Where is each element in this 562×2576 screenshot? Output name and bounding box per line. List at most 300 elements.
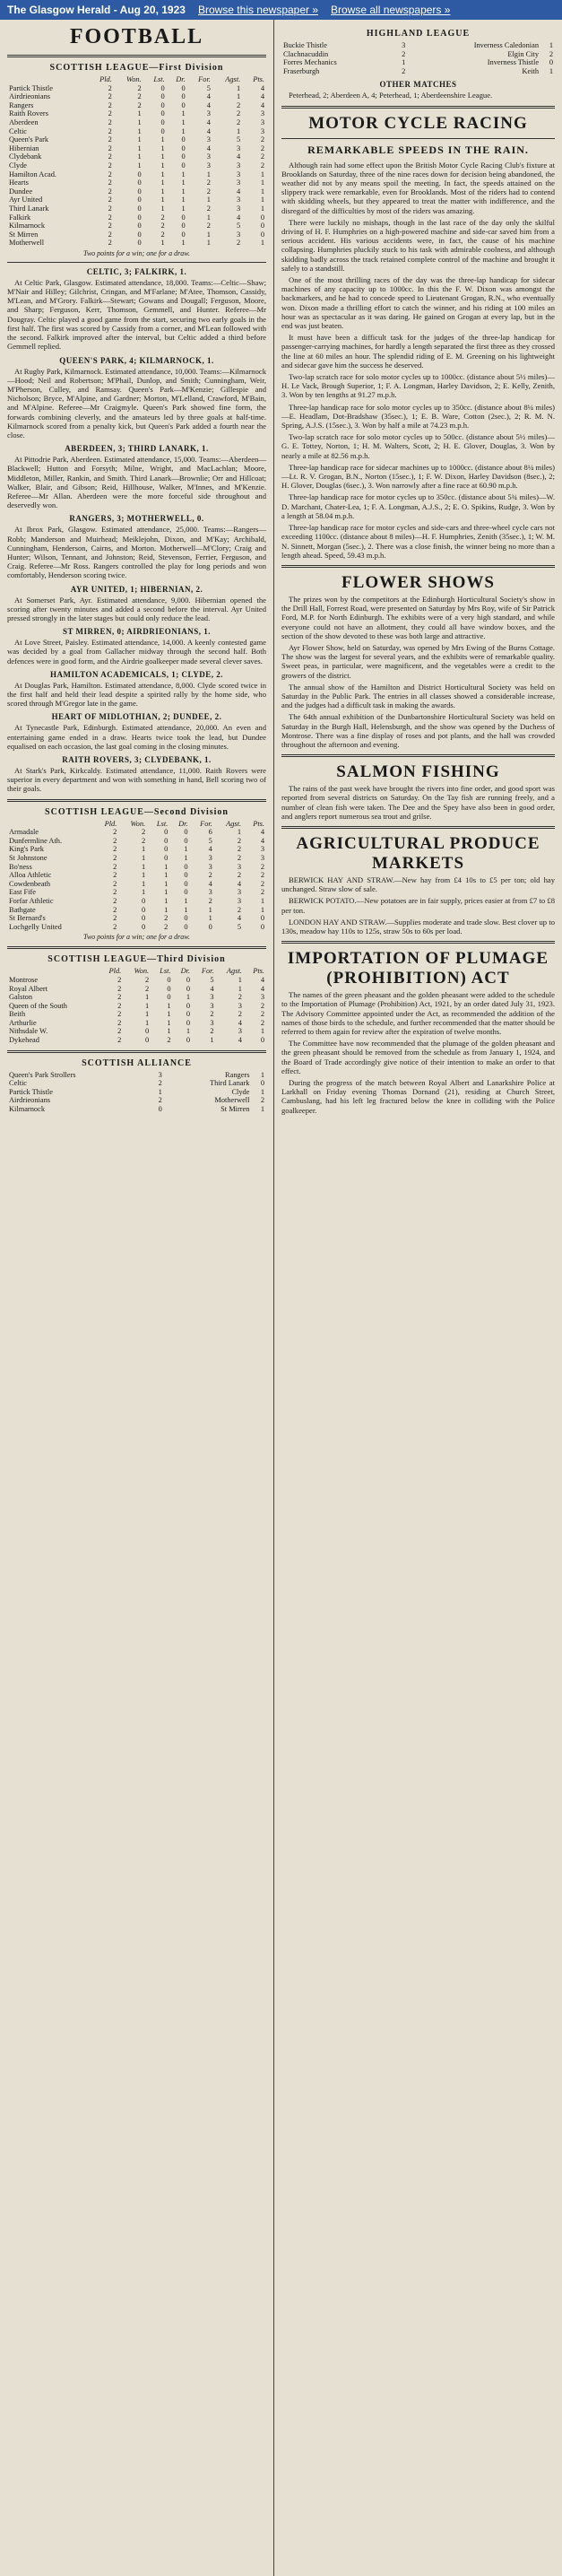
- table-cell: 5: [237, 135, 241, 144]
- table-cell: 0: [184, 862, 188, 871]
- divider: [7, 799, 266, 802]
- table-cell: 0: [184, 828, 188, 837]
- table-cell: 1: [260, 196, 264, 205]
- table-cell: 2: [113, 888, 117, 897]
- table-cell: 2: [108, 109, 112, 118]
- table-row: [7, 1096, 266, 1105]
- table-cell: 1: [184, 896, 188, 905]
- table-cell: St Mirren: [220, 1105, 250, 1114]
- table-cell: 1: [184, 853, 188, 862]
- table-cell: 4: [260, 828, 264, 837]
- table-cell: 2: [260, 161, 264, 170]
- table-cell: 0: [137, 178, 142, 187]
- table-cell: 3: [237, 161, 241, 170]
- table-row: [7, 1002, 266, 1011]
- table-row: [7, 144, 266, 153]
- table-cell: Airdrieonians: [9, 92, 51, 101]
- table-row: [7, 854, 266, 863]
- table-cell: 1: [160, 196, 165, 205]
- table-cell: 2: [160, 213, 165, 222]
- football-headline: FOOTBALL: [69, 25, 204, 48]
- browse-all-link[interactable]: Browse all newspapers »: [331, 4, 451, 16]
- table-cell: 5: [237, 222, 241, 231]
- table-cell: 2: [113, 871, 117, 880]
- table-cell: 4: [208, 845, 212, 854]
- match-report: At Somerset Park, Ayr. Estimated attendance, 9,000. Hibernian opened the scoring after twenty minutes and added a second before the interval. Ayr United pressed strongly in the later stages but could only reduce the lead.: [7, 595, 266, 622]
- table-cell: 1: [181, 187, 186, 196]
- table-cell: 3: [260, 126, 264, 135]
- table-row: [7, 213, 266, 222]
- table-cell: 1: [137, 161, 142, 170]
- table-cell: St Mirren: [9, 230, 39, 239]
- flower-paragraph: Ayr Flower Show, held on Saturday, was opened by Mrs Ewing of the Burns Cottage. The show was the largest for several years, and the exhibits were of remarkable quality. Sweet peas, in particular, were magnificent, and the vegetables were a credit to the growers of the district.: [281, 642, 555, 680]
- table-cell: 4: [206, 92, 211, 101]
- table-cell: Nithsdale W.: [9, 1027, 48, 1036]
- table-cell: 3: [237, 196, 241, 205]
- table-cell: 0: [167, 993, 171, 1002]
- table-cell: Rangers: [225, 1070, 250, 1079]
- table-cell: 1: [141, 845, 146, 854]
- table-row: [281, 50, 555, 59]
- table-cell: 4: [237, 879, 242, 888]
- table-cell: 2: [117, 1001, 122, 1010]
- table-cell: 2: [113, 828, 117, 837]
- table-cell: Bo'ness: [9, 862, 32, 871]
- table-cell: 1: [160, 187, 165, 196]
- table-header-cell: [7, 820, 94, 829]
- table-cell: 0: [158, 1105, 162, 1114]
- table-cell: Clydebank: [9, 152, 42, 161]
- league3-table: [7, 967, 266, 1044]
- table-cell: 0: [260, 914, 264, 923]
- table-cell: 1: [164, 896, 169, 905]
- table-cell: 1: [260, 204, 264, 213]
- motor-paragraph: Although rain had some effect upon the British Motor Cycle Racing Club's fixture at Brooklands on Saturday, three of the nine races down for decision being abandoned, the weather did not by any means spoil the meeting. In fact, the speeds attained on the slippery track were remarkable, even for Brooklands. Most of the riders had to contend with skidding wheels, but they appeared to treat the matter with indifference, and the disregard of the difficulties by most of the riders was amazing.: [281, 160, 555, 215]
- table-header-cell: For.: [201, 967, 214, 976]
- table-cell: 3: [210, 1001, 214, 1010]
- match-report: At Love Street, Paisley. Estimated attendance, 14,000. A keenly contested game was decided by a goal from Gallacher midway through the second half. Both defences were in good form, and the Airdrie goalkeeper made several clever saves.: [7, 638, 266, 666]
- table-cell: Arthurlie: [9, 1018, 37, 1027]
- table-cell: 4: [237, 914, 242, 923]
- table-cell: 0: [137, 187, 142, 196]
- table-cell: 2: [108, 92, 112, 101]
- table-cell: 1: [160, 204, 165, 213]
- table-cell: 1: [144, 993, 150, 1002]
- motor-paragraph: Two-lap scratch race for solo motor cycles up to 1000cc. (distance about 5½ miles)—H. Le Vack, Brough Superior, 1; F. A. Longman, Harley Davidson, 2; E. Kelly, Zenith, 3. Won by ten lengths at 91.27 m.p.h.: [281, 372, 555, 400]
- table-cell: 3: [237, 178, 241, 187]
- table-cell: 0: [181, 213, 186, 222]
- table-cell: 0: [160, 117, 165, 126]
- match-title: HEART OF MIDLOTHIAN, 2; DUNDEE, 2.: [51, 712, 222, 722]
- table-cell: 2: [113, 879, 117, 888]
- table-cell: 3: [210, 1018, 214, 1027]
- table-cell: 2: [108, 230, 112, 239]
- table-cell: Alloa Athletic: [9, 871, 52, 880]
- table-cell: 1: [260, 896, 264, 905]
- table-cell: 2: [260, 888, 264, 897]
- table-cell: Airdrieonians: [9, 1096, 51, 1105]
- other-matches-text: Peterhead, 2; Aberdeen A, 4; Peterhead, 1; Aberdeenshire League.: [289, 91, 493, 100]
- table-cell: 1: [137, 152, 142, 161]
- table-cell: Celtic: [9, 1079, 28, 1088]
- table-row: [7, 239, 266, 248]
- table-cell: 1: [181, 239, 186, 248]
- highland-heading: HIGHLAND LEAGUE: [366, 29, 471, 39]
- motor-paragraph: Three-lap handicap race for motor cycles up to 350cc. (distance about 5¾ miles)—W. D. Marchant, Chater-Lea, 1; F. A. Longman, A.J.S., 2; E. O. Spikins, Rudge, 3. Won by a length at 58.04 m.p.h.: [281, 492, 555, 520]
- table-cell: 1: [144, 1018, 150, 1027]
- table-cell: 1: [237, 828, 242, 837]
- table-cell: 0: [141, 905, 146, 914]
- table-cell: 2: [108, 196, 112, 205]
- table-cell: 3: [208, 862, 212, 871]
- table-cell: 0: [164, 828, 169, 837]
- table-cell: 1: [167, 1001, 171, 1010]
- table-cell: 0: [181, 222, 186, 231]
- table-cell: Hearts: [9, 178, 29, 187]
- table-cell: 1: [160, 144, 165, 152]
- table-cell: 2: [238, 993, 242, 1002]
- table-cell: 1: [237, 126, 241, 135]
- table-cell: 3: [238, 1001, 242, 1010]
- plumage-article: [281, 990, 555, 1115]
- motor-paragraph: Three-lap handicap race for solo motor cycles up to 350cc. (distance about 8¼ miles)—E. Headlam, Dot-Bradshaw (35sec.), 1; E. B. Ware, Cotton (2sec.), 2; R. M. N. Spring, A.J.S. (15sec.), 3. Won by half a mile at 74.23 m.p.h.: [281, 402, 555, 431]
- flower-paragraph: The annual show of the Hamilton and District Horticultural Society was held on Saturday in the Public Park. The entries in all classes showed a considerable increase, and the judges had a difficult task in making the awards.: [281, 682, 555, 710]
- table-cell: Keith: [522, 66, 540, 75]
- table-header-cell: Pld.: [104, 819, 117, 828]
- table-cell: 1: [160, 239, 165, 248]
- table-header-cell: Agst.: [225, 75, 241, 83]
- table-header-cell: Pts.: [253, 75, 264, 83]
- table-cell: 1: [206, 170, 211, 178]
- table-cell: 2: [117, 1018, 122, 1027]
- table-cell: 0: [181, 161, 186, 170]
- table-cell: 3: [260, 993, 264, 1002]
- table-cell: 0: [184, 879, 188, 888]
- table-row: [281, 67, 555, 76]
- table-cell: 2: [237, 239, 241, 248]
- match-title: ST MIRREN, 0; AIRDRIEONIANS, 1.: [62, 627, 212, 637]
- table-cell: 1: [238, 975, 242, 984]
- table-cell: 1: [141, 853, 146, 862]
- table-cell: 1: [210, 1036, 214, 1045]
- agri-article: [281, 875, 555, 936]
- table-cell: 2: [108, 204, 112, 213]
- table-cell: 1: [181, 204, 186, 213]
- table-cell: 1: [549, 66, 553, 75]
- table-row: [7, 109, 266, 118]
- table-cell: 0: [137, 213, 142, 222]
- table-row: [7, 828, 266, 837]
- match-report: At Douglas Park, Hamilton. Estimated attendance, 8,000. Clyde scored twice in the first half and held their lead despite a spirited rally by the home side, who scored through M'Gregor late in the game.: [7, 680, 266, 709]
- table-cell: Cowdenbeath: [9, 879, 51, 888]
- table-cell: 1: [208, 914, 212, 923]
- table-cell: 1: [167, 1027, 171, 1036]
- table-cell: 4: [238, 1018, 242, 1027]
- table-row: [281, 41, 555, 50]
- salmon-text: The rains of the past week have brought the rivers into fine order, and good sport was reported from several districts on Saturday. On the Tay fish are running freely, and a number of clean fish were taken. The Dee and the Spey have also been in good order, and anglers report numerous sea trout and grilse.: [281, 784, 555, 821]
- table-cell: 5: [208, 836, 212, 845]
- browse-issue-link[interactable]: Browse this newspaper »: [197, 4, 319, 16]
- match-report: At Tynecastle Park, Edinburgh. Estimated attendance, 20,000. An even and entertaining game ended in a draw. Hearts twice took the lead, but Dundee equalised on each occasion, the last goal coming in the closing minutes.: [7, 723, 266, 751]
- table-cell: 0: [160, 83, 165, 92]
- table-cell: 2: [260, 1096, 264, 1105]
- table-cell: 0: [137, 204, 142, 213]
- table-cell: 0: [164, 845, 169, 854]
- table-cell: 4: [260, 92, 264, 101]
- motor-subheadline: REMARKABLE SPEEDS IN THE RAIN.: [307, 143, 529, 156]
- table-cell: 2: [260, 862, 264, 871]
- table-row: [7, 1079, 266, 1088]
- table-row: [7, 231, 266, 239]
- table-cell: 1: [137, 109, 142, 118]
- table-cell: 2: [208, 896, 212, 905]
- table-cell: 4: [260, 83, 264, 92]
- flower-paragraph: The prizes won by the competitors at the Edinburgh Horticultural Society's show in the Drill Hall, Forrest Road, were presented on Saturday by Mrs Roy, wife of Sir Patrick Ford, M.P. for North Edinburgh. The exhibits were of a very high standard, and while everyone could not have an allotment, they could all have window boxes, and the section of the show devoted to these was both large and attractive.: [281, 594, 555, 640]
- table-cell: 2: [117, 1027, 122, 1036]
- motor-article: [281, 161, 555, 560]
- table-cell: 1: [181, 196, 186, 205]
- table-cell: 2: [210, 1010, 214, 1019]
- table-row: [7, 923, 266, 932]
- table-cell: 2: [210, 1027, 214, 1036]
- table-cell: Celtic: [9, 126, 28, 135]
- motor-paragraph: Two-lap scratch race for solo motor cycles up to 500cc. (distance about 5½ miles)—G. E. Tottey, Norton, 1; H. M. Walters, Scott, 2; H. E. Glover, Douglas, 3. Won by nearly a mile at 82.56 m.p.h.: [281, 432, 555, 460]
- table-cell: 2: [108, 187, 112, 196]
- table-header-cell: Won.: [134, 967, 150, 976]
- table-cell: 1: [186, 1027, 191, 1036]
- table-cell: 0: [141, 922, 146, 931]
- table-cell: 0: [186, 984, 191, 993]
- table-cell: 4: [206, 117, 211, 126]
- divider: [7, 262, 266, 263]
- table-cell: 0: [181, 230, 186, 239]
- divider: [281, 565, 555, 568]
- table-header-cell: Agst.: [226, 819, 242, 828]
- match-report: At Celtic Park, Glasgow. Estimated attendance, 18,000. Teams:—Celtic—Shaw; M'Nair and Hilley; Gilchrist, Cringan, and M'Farlane; M'Atee, Thomson, Cassidy, M'Lean, and M'Grory. Falkirk—Stewart; Gowans and Dougall; Ferguson, Moore, and Sharp; Ferguson, Kerr, Thomson, Gemmell, and Hunter. Referee—Mr Dougray. Celtic played a good game from the start, securing two early goals in the first half. The first was scored by Cassidy from a corner, and M'Lean followed with the second. Falkirk improved after the interval, but Celtic added a third before Gemmell replied.: [7, 277, 266, 352]
- table-cell: 1: [238, 984, 242, 993]
- league1-table: [7, 75, 266, 248]
- table-cell: 0: [181, 92, 186, 101]
- table-row: [7, 863, 266, 872]
- divider: [7, 55, 266, 57]
- table-cell: 2: [108, 222, 112, 231]
- table-cell: 2: [108, 239, 112, 248]
- table-cell: 1: [206, 196, 211, 205]
- table-cell: 1: [144, 1001, 150, 1010]
- salmon-headline: SALMON FISHING: [336, 762, 500, 782]
- table-cell: 1: [144, 1010, 150, 1019]
- match-title: RAITH ROVERS, 3; CLYDEBANK, 1.: [62, 755, 212, 764]
- table-cell: Clyde: [231, 1087, 250, 1096]
- table-cell: Third Lanark: [210, 1079, 250, 1088]
- match-title: ABERDEEN, 3; THIRD LANARK, 1.: [65, 444, 209, 454]
- table-cell: Clachnacuddin: [283, 49, 329, 58]
- table-cell: 4: [210, 984, 214, 993]
- table-cell: 3: [237, 862, 242, 871]
- motor-paragraph: Three-lap handicap race for motor cycles and side-cars and three-wheel cycle cars not exceeding 1100cc. (distance about 8 miles)—H. F. Humphries, Zenith (35sec.), 1; W. M. N. Sinnett, Morgan (5sec.), 2. There was a close finish, the winner being no more than a length ahead. Speed, 59.43 m.p.h.: [281, 523, 555, 560]
- table-cell: 1: [260, 170, 264, 178]
- table-cell: 0: [181, 135, 186, 144]
- table-row: [7, 1088, 266, 1097]
- table-cell: Aberdeen: [9, 117, 39, 126]
- table-row: [7, 178, 266, 187]
- table-cell: 1: [181, 126, 186, 135]
- table-row: [7, 1010, 266, 1019]
- table-cell: Dundee: [9, 187, 33, 196]
- match-title: AYR UNITED, 1; HIBERNIAN, 2.: [70, 584, 203, 594]
- table-cell: Queen of the South: [9, 1001, 67, 1010]
- table-cell: 0: [186, 1010, 191, 1019]
- divider: [281, 941, 555, 944]
- table-cell: 2: [167, 1036, 171, 1045]
- table-cell: 2: [260, 879, 264, 888]
- table-cell: 2: [260, 1010, 264, 1019]
- points-note: Two points for a win; one for a draw.: [82, 248, 191, 257]
- table-cell: 3: [237, 888, 242, 897]
- right-column: [274, 20, 562, 2576]
- table-cell: East Fife: [9, 888, 37, 897]
- motor-paragraph: It must have been a difficult task for the judges of the three-lap handicap for passenger-carrying machines, for hardly a length separated the first three as they crossed the line at 60 miles an hour. The splendid riding of E. M. Greening on his lightweight and sidecar gave him the success he deserved.: [281, 333, 555, 370]
- table-cell: Clyde: [9, 161, 28, 170]
- table-cell: 1: [184, 905, 188, 914]
- table-cell: 3: [260, 845, 264, 854]
- league2-heading: SCOTTISH LEAGUE—Second Division: [45, 806, 229, 817]
- table-cell: St Bernard's: [9, 914, 46, 923]
- table-header-cell: For.: [200, 819, 212, 828]
- divider: [7, 1050, 266, 1053]
- table-cell: Buckie Thistle: [283, 41, 327, 49]
- table-cell: 1: [164, 871, 169, 880]
- table-cell: 2: [402, 66, 406, 75]
- table-header-cell: Dr.: [176, 75, 186, 83]
- table-header-cell: Lst.: [153, 75, 165, 83]
- table-cell: 4: [237, 213, 241, 222]
- table-cell: 0: [184, 914, 188, 923]
- table-cell: Dykehead: [9, 1036, 39, 1045]
- table-cell: Lochgelly United: [9, 922, 62, 931]
- table-cell: 3: [210, 993, 214, 1002]
- divider: [7, 946, 266, 949]
- table-cell: Armadale: [9, 828, 39, 837]
- table-row: [7, 84, 266, 93]
- table-cell: Forres Mechanics: [283, 58, 337, 67]
- table-header-cell: Agst.: [226, 967, 242, 976]
- alliance-heading: SCOTTISH ALLIANCE: [82, 1057, 192, 1068]
- table-header-cell: Dr.: [180, 967, 191, 976]
- left-column: [0, 20, 273, 2576]
- table-cell: 2: [237, 836, 242, 845]
- table-cell: 2: [206, 204, 211, 213]
- table-cell: 1: [160, 161, 165, 170]
- highland-results: [281, 41, 555, 75]
- table-cell: 0: [184, 871, 188, 880]
- table-row: [7, 1105, 266, 1114]
- table-cell: Bathgate: [9, 905, 36, 914]
- table-cell: Montrose: [9, 975, 39, 984]
- table-cell: 2: [206, 178, 211, 187]
- table-cell: Beith: [9, 1010, 26, 1019]
- table-cell: 2: [238, 1010, 242, 1019]
- table-cell: 2: [237, 109, 241, 118]
- table-row: [7, 880, 266, 889]
- table-row: [7, 837, 266, 846]
- table-cell: 0: [181, 152, 186, 161]
- table-header-cell: Pts.: [253, 819, 264, 828]
- table-cell: 2: [117, 1010, 122, 1019]
- table-header-cell: Won.: [126, 75, 142, 83]
- table-cell: 0: [184, 888, 188, 897]
- table-cell: 1: [260, 1070, 264, 1079]
- table-cell: 0: [137, 239, 142, 248]
- match-report: At Pittodrie Park, Aberdeen. Estimated attendance, 15,000. Teams:—Aberdeen—Blackwell; Hutton and Forsyth; Milne, Wright, and MacLachlan; Moore, Middleton, Miller, Rankin, and Smith. Third Lanark—Brownlie; Orr and Hillcoat; Walker, Blair, and Gibson; Reid, Hillhouse, Walker, M'Innes, and M'Kenzie. Referee—Mr Allan. Aberdeen were the more forceful side throughout and deservedly won.: [7, 455, 266, 510]
- table-cell: 2: [260, 135, 264, 144]
- table-cell: 2: [108, 126, 112, 135]
- table-cell: 2: [164, 922, 169, 931]
- table-cell: King's Park: [9, 845, 44, 854]
- table-cell: 0: [260, 1036, 264, 1045]
- table-cell: 1: [160, 170, 165, 178]
- motor-paragraph: Three-lap handicap race for sidecar machines up to 1000cc. (distance about 8¼ miles)—Lt. R. V. Grogan, B.N., Norton (15sec.), 1; F. W. Dixon, Harley Davidson (8sec.), 2; H. Glover, Douglas (6sec.), 3. Won narrowly after a fine race at 60.90 m.p.h.: [281, 462, 555, 491]
- table-cell: 0: [260, 1079, 264, 1088]
- table-cell: 2: [108, 117, 112, 126]
- table-cell: 1: [402, 58, 406, 67]
- table-row: [7, 993, 266, 1002]
- flower-article: [281, 595, 555, 749]
- table-cell: Dunfermline Ath.: [9, 836, 63, 845]
- table-cell: 2: [113, 905, 117, 914]
- table-cell: 2: [117, 984, 122, 993]
- table-cell: 1: [141, 888, 146, 897]
- table-cell: 4: [208, 879, 212, 888]
- match-title: RANGERS, 3; MOTHERWELL, 0.: [69, 514, 204, 524]
- table-cell: 2: [260, 871, 264, 880]
- table-cell: 1: [208, 905, 212, 914]
- agri-paragraph: BERWICK HAY AND STRAW.—New hay from £4 10s to £5 per ton; old hay unchanged. Straw slow of sale.: [281, 875, 555, 894]
- table-cell: 3: [237, 204, 241, 213]
- table-cell: Third Lanark: [9, 204, 49, 213]
- agri-paragraph: BERWICK POTATO.—New potatoes are in fair supply, prices easier at from £7 to £8 per ton.: [281, 896, 555, 915]
- table-cell: 0: [186, 1036, 191, 1045]
- table-cell: 1: [181, 117, 186, 126]
- table-cell: 2: [206, 222, 211, 231]
- table-cell: 0: [137, 196, 142, 205]
- table-cell: 3: [260, 109, 264, 118]
- flower-paragraph: The 64th annual exhibition of the Dunbartonshire Horticultural Society was held on Saturday in the Burgh Hall, Helensburgh, and the show was opened by the Duchess of Montrose. There was a fine display of roses and pot plants, and the hall was crowded throughout the afternoon and evening.: [281, 712, 555, 749]
- table-cell: 2: [108, 178, 112, 187]
- table-cell: 1: [237, 83, 241, 92]
- table-cell: 1: [137, 135, 142, 144]
- table-cell: 2: [237, 905, 242, 914]
- table-cell: 3: [208, 853, 212, 862]
- table-cell: 2: [113, 914, 117, 923]
- table-cell: 2: [137, 83, 142, 92]
- divider: [281, 106, 555, 109]
- table-cell: 0: [160, 92, 165, 101]
- table-cell: Hamilton Acad.: [9, 170, 57, 178]
- table-cell: 0: [167, 975, 171, 984]
- table-row: [7, 1027, 266, 1036]
- table-cell: 0: [167, 984, 171, 993]
- table-cell: 1: [167, 1018, 171, 1027]
- newspaper-page: [0, 20, 562, 2576]
- table-cell: 1: [184, 845, 188, 854]
- table-cell: 1: [186, 993, 191, 1002]
- table-cell: 3: [158, 1070, 162, 1079]
- table-cell: 1: [160, 152, 165, 161]
- table-row: [7, 127, 266, 136]
- table-cell: 4: [237, 152, 241, 161]
- table-cell: 0: [164, 853, 169, 862]
